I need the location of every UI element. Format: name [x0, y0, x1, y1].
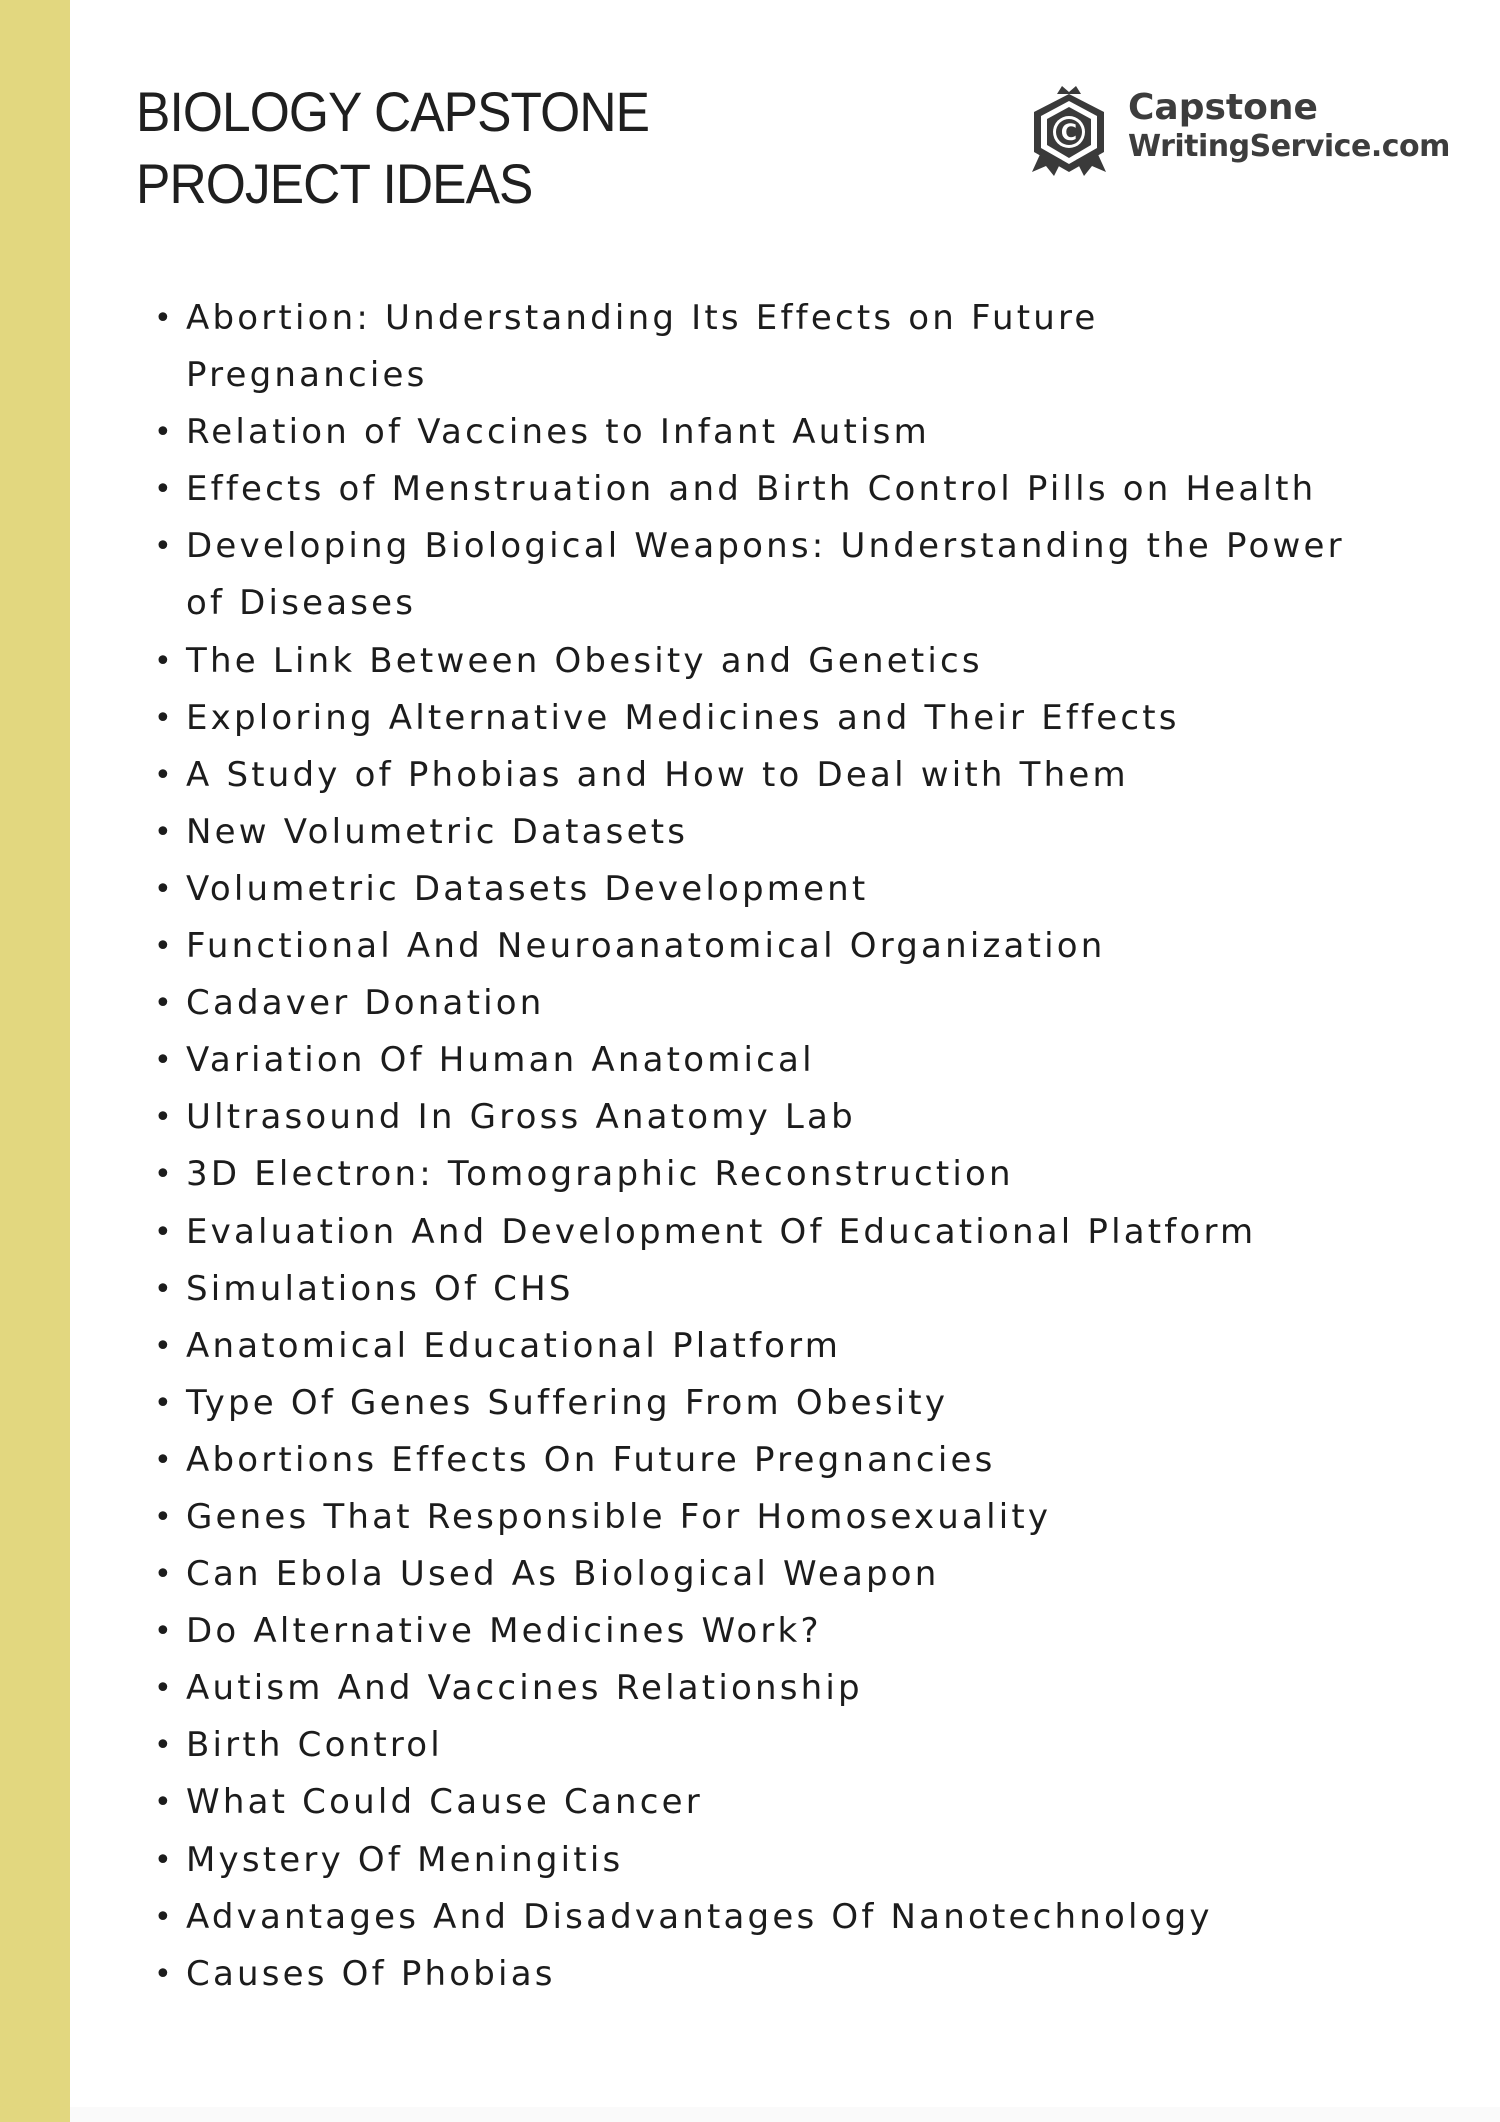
list-item	[150, 1375, 1350, 1432]
logo-line-2: WritingService.com	[1128, 129, 1450, 164]
list-item	[150, 1489, 1350, 1546]
list-item	[150, 1889, 1350, 1946]
idea-text: Variation Of Human Anatomical	[186, 1040, 815, 1081]
idea-text: Cadaver Donation	[186, 983, 545, 1024]
list-item	[150, 1204, 1350, 1261]
bullet-icon: •	[154, 1442, 172, 1478]
idea-text: Exploring Alternative Medicines and Their Effects	[186, 697, 1180, 738]
bullet-icon: •	[154, 529, 172, 565]
idea-text: What Could Cause Cancer	[186, 1782, 703, 1823]
badge-letter: C	[1060, 121, 1078, 146]
title-line-1: BIOLOGY CAPSTONE	[136, 80, 650, 143]
idea-text: Functional And Neuroanatomical Organization	[186, 926, 1106, 967]
idea-text: Autism And Vaccines Relationship	[186, 1668, 863, 1709]
ideas-list	[150, 290, 1350, 2003]
idea-text: Birth Control	[186, 1725, 443, 1766]
idea-text: 3D Electron: Tomographic Reconstruction	[186, 1154, 1014, 1195]
list-item	[150, 975, 1350, 1032]
idea-text: Developing Biological Weapons: Understanding the Power of Diseases	[186, 526, 1345, 624]
list-item	[150, 1146, 1350, 1203]
bullet-icon: •	[154, 1499, 172, 1535]
bullet-icon: •	[154, 1956, 172, 1992]
bullet-icon: •	[154, 1557, 172, 1593]
list-item	[150, 1432, 1350, 1489]
bottom-band	[70, 2107, 1500, 2122]
list-item	[150, 804, 1350, 861]
idea-text: Causes Of Phobias	[186, 1953, 556, 1994]
list-item	[150, 1261, 1350, 1318]
list-item	[150, 1774, 1350, 1831]
bullet-icon: •	[154, 1328, 172, 1364]
shield-c-badge-icon	[1024, 80, 1114, 180]
bullet-icon: •	[154, 301, 172, 336]
logo-line-1: Capstone	[1128, 87, 1318, 128]
bullet-icon: •	[154, 643, 172, 679]
idea-text: A Study of Phobias and How to Deal with Them	[186, 754, 1129, 795]
title-line-2: PROJECT IDEAS	[136, 152, 533, 215]
bullet-icon: •	[154, 757, 172, 793]
idea-text: Abortion: Understanding Its Effects on Future Pregnancies	[186, 298, 1099, 396]
bullet-icon: •	[154, 472, 172, 508]
idea-text: Mystery Of Meningitis	[186, 1839, 624, 1880]
bullet-icon: •	[154, 1671, 172, 1707]
bullet-icon: •	[154, 1214, 172, 1250]
list-item	[150, 1318, 1350, 1375]
idea-text: Anatomical Educational Platform	[186, 1325, 842, 1366]
idea-text: Volumetric Datasets Development	[186, 868, 869, 909]
bullet-icon: •	[154, 1614, 172, 1650]
idea-text: Effects of Menstruation and Birth Control Pills on Health	[186, 469, 1317, 510]
idea-text: Genes That Responsible For Homosexuality	[186, 1496, 1052, 1537]
bullet-icon: •	[154, 986, 172, 1022]
list-item	[150, 1660, 1350, 1717]
list-item	[150, 690, 1350, 747]
list-item	[150, 404, 1350, 461]
bullet-icon: •	[154, 700, 172, 736]
bullet-icon: •	[154, 1100, 172, 1136]
list-item	[150, 747, 1350, 804]
idea-text: Do Alternative Medicines Work?	[186, 1611, 822, 1652]
logo-wordmark	[1128, 88, 1450, 166]
idea-text: Simulations Of CHS	[186, 1268, 574, 1309]
idea-text: Advantages And Disadvantages Of Nanotechnology	[186, 1896, 1213, 1937]
bullet-icon: •	[154, 871, 172, 907]
list-item	[150, 1546, 1350, 1603]
side-accent-stripe	[0, 0, 70, 2122]
list-item	[150, 1603, 1350, 1660]
page-title	[136, 76, 649, 220]
list-item	[150, 1832, 1350, 1889]
bullet-icon: •	[154, 1271, 172, 1307]
list-item	[150, 861, 1350, 918]
list-item	[150, 290, 1350, 404]
list-item	[150, 1089, 1350, 1146]
idea-text: Can Ebola Used As Biological Weapon	[186, 1554, 940, 1595]
bullet-icon: •	[154, 1899, 172, 1935]
list-item	[150, 1946, 1350, 2003]
list-item	[150, 918, 1350, 975]
bullet-icon: •	[154, 415, 172, 451]
idea-text: The Link Between Obesity and Genetics	[186, 640, 983, 681]
list-item	[150, 633, 1350, 690]
list-item	[150, 461, 1350, 518]
bullet-icon: •	[154, 814, 172, 850]
idea-text: New Volumetric Datasets	[186, 811, 689, 852]
bullet-icon: •	[154, 1043, 172, 1079]
bullet-icon: •	[154, 929, 172, 965]
list-item	[150, 518, 1350, 632]
bullet-icon: •	[154, 1728, 172, 1764]
idea-text: Type Of Genes Suffering From Obesity	[186, 1382, 949, 1423]
list-item	[150, 1717, 1350, 1774]
bullet-icon: •	[154, 1842, 172, 1878]
idea-text: Ultrasound In Gross Anatomy Lab	[186, 1097, 856, 1138]
idea-text: Relation of Vaccines to Infant Autism	[186, 412, 930, 453]
bullet-icon: •	[154, 1385, 172, 1421]
list-item	[150, 1032, 1350, 1089]
bullet-icon: •	[154, 1157, 172, 1193]
idea-text: Evaluation And Development Of Educational Platform	[186, 1211, 1257, 1252]
idea-text: Abortions Effects On Future Pregnancies	[186, 1439, 996, 1480]
bullet-icon: •	[154, 1785, 172, 1821]
brand-logo[interactable]	[1024, 80, 1450, 180]
